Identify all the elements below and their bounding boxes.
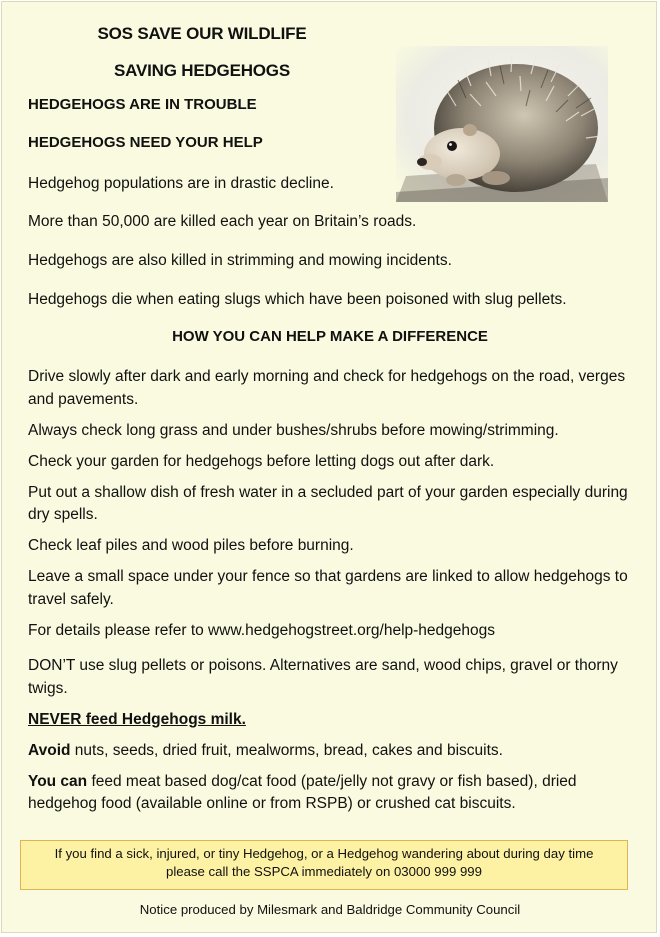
footer-credit: Notice produced by Milesmark and Baldridge Community Council [139, 902, 521, 917]
avoid-label: Avoid [28, 741, 71, 759]
help-heading: HEDGEHOGS NEED YOUR HELP [28, 134, 263, 151]
fact-decline: Hedgehog populations are in drastic decline. [28, 175, 334, 192]
can-text: feed meat based dog/cat food (pate/jelly not gravy or fish based), dried hedgehog food (available online or from RSPB) or crushed cat biscuits. [28, 772, 577, 812]
notice-title: SOS SAVE OUR WILDLIFE [97, 24, 307, 43]
how-to-help-heading: HOW YOU CAN HELP MAKE A DIFFERENCE [172, 328, 488, 345]
list-item: Check leaf piles and wood piles before burning. [28, 537, 354, 554]
notice-subtitle: SAVING HEDGEHOGS [114, 61, 290, 80]
list-item: Always check long grass and under bushes/shrubs before mowing/strimming. [28, 421, 559, 439]
can-label: You can [28, 772, 88, 790]
fact-roads: More than 50,000 are killed each year on Britain’s roads. [28, 213, 417, 230]
list-item: Leave a small space under your fence so that gardens are linked to allow hedgehogs to travel safely. [28, 568, 628, 608]
trouble-heading: HEDGEHOGS ARE IN TROUBLE [28, 96, 257, 113]
dont-use-pellets: DON’T use slug pellets or poisons. Alternatives are sand, wood chips, gravel or thorny twigs. [28, 657, 618, 697]
list-item: Put out a shallow dish of fresh water in a secluded part of your garden especially during dry spells. [28, 483, 628, 523]
callout-line2: please call the SSPCA immediately on 03000 999 999 [166, 864, 482, 879]
avoid-text: nuts, seeds, dried fruit, mealworms, bread, cakes and biscuits. [70, 741, 503, 759]
never-feed-milk: NEVER feed Hedgehogs milk. [28, 710, 246, 728]
fact-slug-pellets: Hedgehogs die when eating slugs which have been poisoned with slug pellets. [28, 291, 567, 308]
callout-line1: If you find a sick, injured, or tiny Hedgehog, or a Hedgehog wandering about during day time [54, 846, 594, 861]
help-list [28, 366, 638, 824]
can-feed [28, 771, 638, 816]
list-item: Check your garden for hedgehogs before letting dogs out after dark. [28, 452, 495, 470]
avoid-foods [28, 740, 638, 763]
hedgehog-street-link[interactable]: For details please refer to www.hedgehogstreet.org/help-hedgehogs [28, 621, 496, 639]
fact-strimming: Hedgehogs are also killed in strimming and mowing incidents. [28, 252, 452, 269]
notice-page [1, 1, 657, 933]
list-item: Drive slowly after dark and early morning and check for hedgehogs on the road, verges and pavements. [28, 368, 626, 408]
sspca-callout [20, 840, 628, 890]
